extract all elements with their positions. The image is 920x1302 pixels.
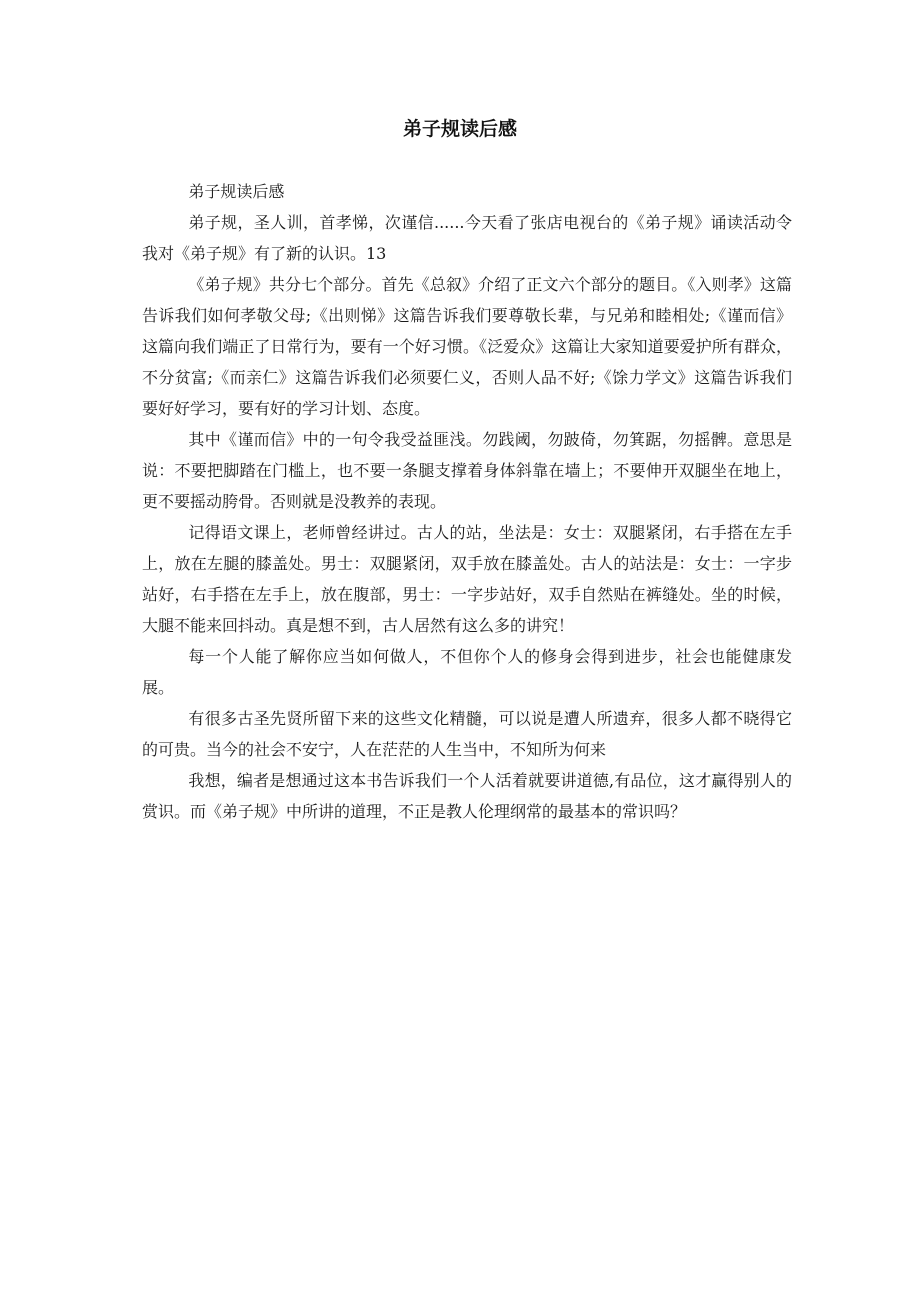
paragraph: 每一个人能了解你应当如何做人，不但你个人的修身会得到进步，社会也能健康发展。	[142, 647, 792, 697]
paragraph: 其中《谨而信》中的一句令我受益匪浅。勿践阈，勿跛倚，勿箕踞，勿摇髀。意思是说：不要把脚踏在门槛上，也不要一条腿支撑着身体斜靠在墙上；不要伸开双腿坐在地上，更不要摇动胯骨。否则就是没教养的表现。	[142, 430, 792, 511]
document-title: 弟子规读后感	[402, 118, 517, 140]
paragraph: 记得语文课上，老师曾经讲过。古人的站，坐法是：女士：双腿紧闭，右手搭在左手上，放在左腿的膝盖处。男士：双腿紧闭，双手放在膝盖处。古人的站法是：女士：一字步站好，右手搭在左手上，放在腹部，男士：一字步站好，双手自然贴在裤缝处。坐的时候，大腿不能来回抖动。真是想不到，古人居然有这么多的讲究！	[142, 523, 792, 635]
paragraph: 我想，编者是想通过这本书告诉我们一个人活着就要讲道德,有品位，这才赢得别人的赏识。而《弟子规》中所讲的道理，不正是教人伦理纲常的最基本的常识吗？	[142, 771, 792, 821]
paragraph: 有很多古圣先贤所留下来的这些文化精髓，可以说是遭人所遗弃，很多人都不晓得它的可贵。当今的社会不安宁，人在茫茫的人生当中，不知所为何来	[142, 709, 792, 759]
paragraph: 《弟子规》共分七个部分。首先《总叙》介绍了正文六个部分的题目。《入则孝》这篇告诉我们如何孝敬父母;《出则悌》这篇告诉我们要尊敬长辈，与兄弟和睦相处;《谨而信》这篇向我们端正了日常行为，要有一个好习惯。《泛爱众》这篇让大家知道要爱护所有群众，不分贫富;《而亲仁》这篇告诉我们必须要仁义，否则人品不好;《馀力学文》这篇告诉我们要好好学习，要有好的学习计划、态度。	[142, 275, 792, 418]
document-body	[142, 176, 792, 827]
paragraph: 弟子规读后感	[188, 182, 285, 201]
paragraph: 弟子规，圣人训，首孝悌，次谨信......今天看了张店电视台的《弟子规》诵读活动令我对《弟子规》有了新的认识。13	[142, 213, 792, 263]
